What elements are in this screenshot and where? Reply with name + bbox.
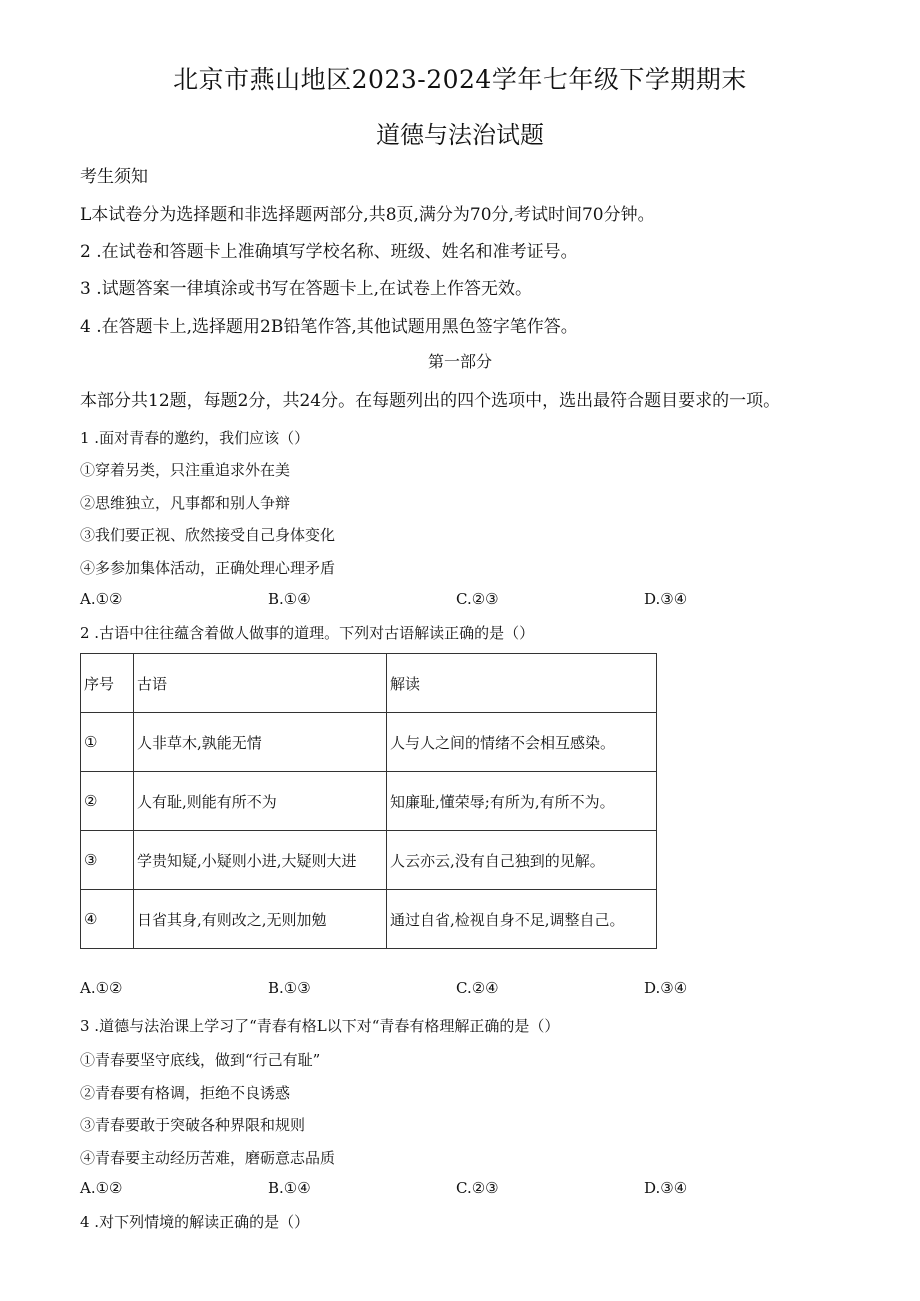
q3-option-d: D.③④ (644, 1179, 688, 1197)
q3-option-c: C.②③ (456, 1179, 499, 1197)
table-row (81, 713, 657, 772)
table-cell: 人有耻,则能有所不为 (134, 772, 387, 831)
q1-statement: ②思维独立，凡事都和别人争辩 (80, 494, 291, 512)
q2-option-c: C.②④ (456, 979, 499, 997)
exam-title: 北京市燕山地区2023-2024学年七年级下学期期末 (173, 65, 747, 94)
notice-heading: 考生须知 (80, 167, 148, 187)
notice-item: 4 .在答题卡上,选择题用2B铅笔作答,其他试题用黑色签字笔作答。 (80, 317, 578, 337)
table-cell: ③ (81, 831, 134, 890)
table-header-cell: 解读 (387, 654, 657, 713)
table-cell: 通过自省,检视自身不足,调整自己。 (387, 890, 657, 949)
part1-heading: 第一部分 (427, 352, 492, 371)
table-cell: ④ (81, 890, 134, 949)
part1-instruction: 本部分共12题，每题2分，共24分。在每题列出的四个选项中，选出最符合题目要求的一项。 (80, 391, 781, 411)
q4-stem: 4 .对下列情境的解读正确的是（） (80, 1213, 310, 1231)
q3-statement: ②青春要有格调，拒绝不良诱惑 (80, 1084, 291, 1102)
q3-statement: ①青春要坚守底线，做到“行己有耻” (80, 1051, 321, 1069)
q1-option-a: A.①② (80, 590, 123, 608)
q1-option-b: B.①④ (268, 590, 311, 608)
notice-item: 3 .试题答案一律填涂或书写在答题卡上,在试卷上作答无效。 (80, 279, 533, 299)
q2-stem: 2 .古语中往往蕴含着做人做事的道理。下列对古语解读正确的是（） (80, 624, 535, 642)
q3-statement: ③青春要敢于突破各种界限和规则 (80, 1116, 306, 1134)
q2-option-a: A.①② (80, 979, 123, 997)
notice-item: 2 .在试卷和答题卡上准确填写学校名称、班级、姓名和准考证号。 (80, 242, 578, 262)
q1-statement: ③我们要正视、欣然接受自己身体变化 (80, 526, 336, 544)
q1-option-d: D.③④ (644, 590, 688, 608)
q3-statement: ④青春要主动经历苦难，磨砺意志品质 (80, 1149, 336, 1167)
q2-option-d: D.③④ (644, 979, 688, 997)
table-cell: 知廉耻,懂荣辱;有所为,有所不为。 (387, 772, 657, 831)
q1-statement: ④多参加集体活动，正确处理心理矛盾 (80, 559, 336, 577)
table-cell: 人与人之间的情绪不会相互感染。 (387, 713, 657, 772)
exam-subject-title: 道德与法治试题 (376, 121, 544, 149)
q1-statement: ①穿着另类，只注重追求外在美 (80, 461, 291, 479)
table-row (81, 831, 657, 890)
q2-table (80, 653, 657, 949)
table-row (81, 772, 657, 831)
q2-option-b: B.①③ (268, 979, 311, 997)
table-cell: 人云亦云,没有自己独到的见解。 (387, 831, 657, 890)
table-cell: 学贵知疑,小疑则小进,大疑则大进 (134, 831, 387, 890)
q3-option-a: A.①② (80, 1179, 123, 1197)
table-cell: ① (81, 713, 134, 772)
notice-item: L本试卷分为选择题和非选择题两部分,共8页,满分为70分,考试时间70分钟。 (80, 205, 655, 225)
q1-option-c: C.②③ (456, 590, 499, 608)
table-header-row (81, 654, 657, 713)
q1-stem: 1 .面对青春的邀约，我们应该（） (80, 429, 310, 447)
table-cell: 人非草木,孰能无情 (134, 713, 387, 772)
table-header-cell: 序号 (81, 654, 134, 713)
q3-option-b: B.①④ (268, 1179, 311, 1197)
table-cell: ② (81, 772, 134, 831)
table-cell: 日省其身,有则改之,无则加勉 (134, 890, 387, 949)
table-header-cell: 古语 (134, 654, 387, 713)
table-row (81, 890, 657, 949)
q3-stem: 3 .道德与法治课上学习了“青春有格L以下对“青春有格理解正确的是（） (80, 1017, 560, 1035)
